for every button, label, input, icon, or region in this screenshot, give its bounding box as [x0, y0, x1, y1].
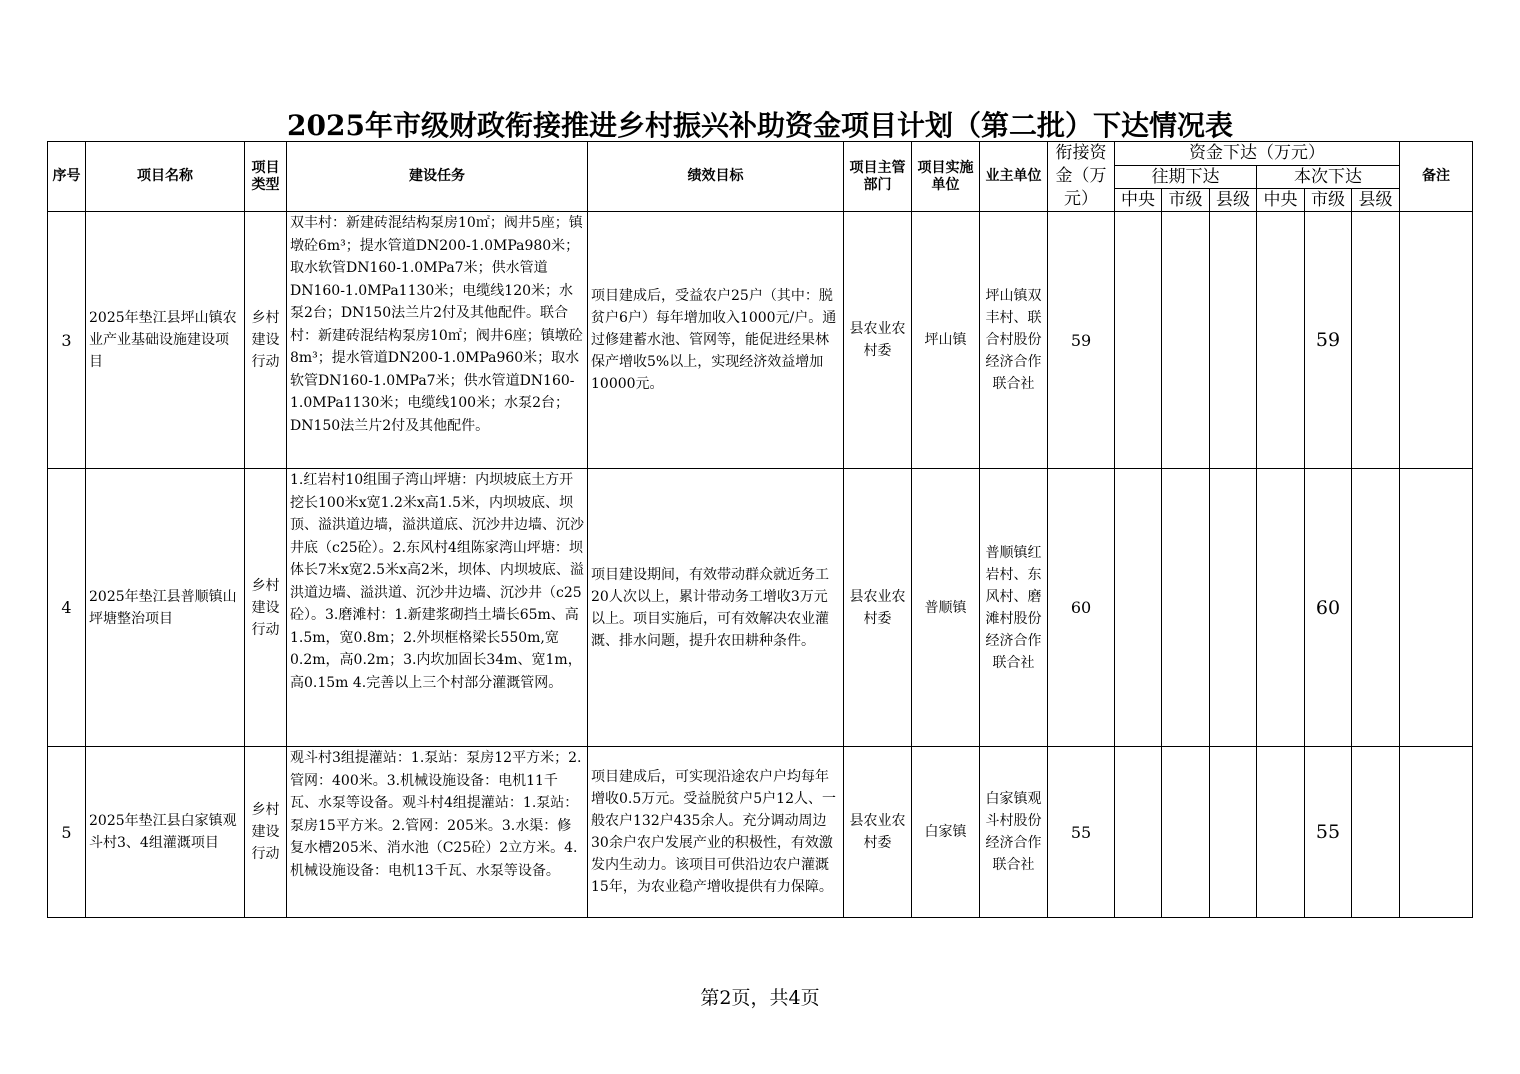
row-fund: 55	[1048, 747, 1115, 918]
row-prior-city	[1162, 747, 1210, 918]
row-fund: 60	[1048, 469, 1115, 747]
header-impl: 项目实施单位	[912, 142, 980, 212]
page-title: 2025年市级财政衔接推进乡村振兴补助资金项目计划（第二批）下达情况表	[287, 109, 1233, 142]
header-owner: 业主单位	[980, 142, 1048, 212]
header-current-city: 市级	[1305, 189, 1352, 212]
row-impl: 坪山镇	[912, 212, 980, 469]
header-type: 项目类型	[245, 142, 287, 212]
row-prior-county	[1210, 212, 1257, 469]
row-prior-city	[1162, 469, 1210, 747]
row-owner: 普顺镇红岩村、东风村、磨滩村股份经济合作联合社	[980, 469, 1048, 747]
header-goal: 绩效目标	[588, 142, 844, 212]
header-remark: 备注	[1400, 142, 1473, 212]
row-prior-city	[1162, 212, 1210, 469]
row-seq: 3	[48, 212, 86, 469]
table-row	[48, 212, 1473, 469]
row-dept: 县农业农村委	[844, 469, 912, 747]
row-current-central	[1257, 212, 1305, 469]
row-task: 1.红岩村10组围子湾山坪塘：内坝坡底土方开挖长100米x宽1.2米x高1.5米，内坝坡底、坝顶、溢洪道边墙，溢洪道底、沉沙井边墙、沉沙井底（c25砼）。2.东风村4组陈家湾山坪塘：坝体长7米x宽2.5米x高2米，坝体、内坝坡底、溢洪道边墙、溢洪道、沉沙井边墙、沉沙井（c25砼）。3.磨滩村：1.新建浆砌挡土墙长65m、高1.5m，宽0.8m；2.外坝框格梁长550m,宽0.2m，高0.2m；3.内坎加固长34m、宽1m，高0.15m 4.完善以上三个村部分灌溉管网。	[287, 469, 588, 747]
row-task: 观斗村3组提灌站：1.泵站：泵房12平方米；2.管网：400米。3.机械设施设备：电机11千瓦、水泵等设备。观斗村4组提灌站：1.泵站：泵房15平方米。2.管网：205米。3.水渠：修复水槽205米、消水池（C25砼）2立方米。4.机械设施设备：电机13千瓦、水泵等设备。	[287, 747, 588, 918]
row-current-city: 55	[1305, 747, 1352, 918]
row-current-county	[1352, 212, 1400, 469]
row-prior-central	[1115, 469, 1162, 747]
row-goal: 项目建成后，受益农户25户（其中：脱贫户6户）每年增加收入1000元/户。通过修建蓄水池、管网等，能促进经果林保产增收5%以上，实现经济效益增加10000元。	[588, 212, 844, 469]
row-impl: 白家镇	[912, 747, 980, 918]
header-seq: 序号	[48, 142, 86, 212]
table-row	[48, 747, 1473, 918]
row-remark	[1400, 469, 1473, 747]
header-prior-central: 中央	[1115, 189, 1162, 212]
row-current-central	[1257, 747, 1305, 918]
row-current-city: 60	[1305, 469, 1352, 747]
row-prior-county	[1210, 747, 1257, 918]
row-seq: 4	[48, 469, 86, 747]
page-footer: 第2页，共4页	[700, 987, 820, 1009]
row-current-central	[1257, 469, 1305, 747]
header-current-central: 中央	[1257, 189, 1305, 212]
table-row	[48, 469, 1473, 747]
fund-table	[47, 141, 1473, 918]
row-name: 2025年垫江县普顺镇山坪塘整治项目	[86, 469, 245, 747]
row-owner: 白家镇观斗村股份经济合作联合社	[980, 747, 1048, 918]
row-impl: 普顺镇	[912, 469, 980, 747]
row-prior-central	[1115, 747, 1162, 918]
header-name: 项目名称	[86, 142, 245, 212]
row-remark	[1400, 212, 1473, 469]
row-owner: 坪山镇双丰村、联合村股份经济合作联合社	[980, 212, 1048, 469]
row-goal: 项目建设期间，有效带动群众就近务工20人次以上，累计带动务工增收3万元以上。项目实施后，可有效解决农业灌溉、排水问题，提升农田耕种条件。	[588, 469, 844, 747]
row-current-city: 59	[1305, 212, 1352, 469]
header-prior: 往期下达	[1115, 166, 1257, 189]
row-name: 2025年垫江县坪山镇农业产业基础设施建设项目	[86, 212, 245, 469]
header-current: 本次下达	[1257, 166, 1400, 189]
row-type: 乡村建设行动	[245, 747, 287, 918]
row-name: 2025年垫江县白家镇观斗村3、4组灌溉项目	[86, 747, 245, 918]
row-seq: 5	[48, 747, 86, 918]
header-dept: 项目主管部门	[844, 142, 912, 212]
row-type: 乡村建设行动	[245, 212, 287, 469]
row-prior-central	[1115, 212, 1162, 469]
row-remark	[1400, 747, 1473, 918]
header-prior-city: 市级	[1162, 189, 1210, 212]
header-prior-county: 县级	[1210, 189, 1257, 212]
row-dept: 县农业农村委	[844, 747, 912, 918]
row-fund: 59	[1048, 212, 1115, 469]
row-dept: 县农业农村委	[844, 212, 912, 469]
row-current-county	[1352, 469, 1400, 747]
header-issued: 资金下达（万元）	[1115, 142, 1400, 166]
row-task: 双丰村：新建砖混结构泵房10㎡；阀井5座；镇墩砼6m³；提水管道DN200-1.0MPa980米；取水软管DN160-1.0MPa7米；供水管道DN160-1.0MPa1130米；电缆线120米；水泵2台；DN150法兰片2付及其他配件。联合村：新建砖混结构泵房10㎡；阀井6座；镇墩砼8m³；提水管道DN200-1.0MPa960米；取水软管DN160-1.0MPa7米；供水管道DN160-1.0MPa1130米；电缆线100米；水泵2台；DN150法兰片2付及其他配件。	[287, 212, 588, 469]
row-prior-county	[1210, 469, 1257, 747]
row-goal: 项目建成后，可实现沿途农户户均每年增收0.5万元。受益脱贫户5户12人、一般农户132户435余人。充分调动周边30余户农户发展产业的积极性，有效激发内生动力。该项目可供沿边农户灌溉15年，为农业稳产增收提供有力保障。	[588, 747, 844, 918]
row-type: 乡村建设行动	[245, 469, 287, 747]
header-fund: 衔接资金（万元）	[1048, 142, 1115, 212]
header-current-county: 县级	[1352, 189, 1400, 212]
row-current-county	[1352, 747, 1400, 918]
header-task: 建设任务	[287, 142, 588, 212]
